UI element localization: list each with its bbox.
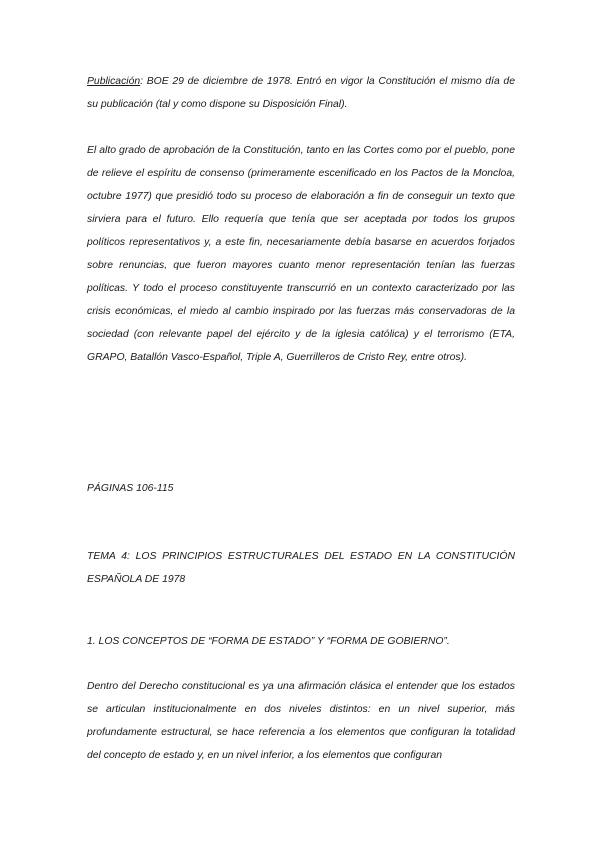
- intro-paragraph: [87, 675, 515, 767]
- section-heading: [87, 635, 515, 649]
- publication-label: Publicación: [87, 76, 141, 87]
- pages-label: [87, 482, 515, 496]
- publication-text: : BOE 29 de diciembre de 1978. Entró en vigor la Constitución el mismo día de su publicación (tal y como dispone su Disposición Final).: [87, 76, 515, 111]
- consensus-paragraph: [87, 139, 515, 369]
- topic-title: [87, 545, 515, 592]
- topic-title-text: TEMA 4: LOS PRINCIPIOS ESTRUCTURALES DEL ESTADO EN LA CONSTITUCIÓN ESPAÑOLA DE 1978: [87, 551, 515, 586]
- section-heading-text: 1. LOS CONCEPTOS DE “FORMA DE ESTADO” Y “FORMA DE GOBIERNO”.: [87, 636, 450, 647]
- intro-text: Dentro del Derecho constitucional es ya una afirmación clásica el entender que los estados se articulan institucionalmente en dos niveles distintos: en un nivel superior, más profundamente estructural, se hace referencia a los elementos que configuran la totalidad del concepto de estado y, en un nivel inferior, a los elementos que configuran: [87, 681, 515, 761]
- consensus-text: El alto grado de aprobación de la Constitución, tanto en las Cortes como por el pueblo, pone de relieve el espíritu de consenso (primeramente escenificado en los Pactos de la Moncloa, octubre 1977) que presidió todo su proceso de elaboración a fin de conseguir un texto que sirviera para el futuro. Ello requería que tenía que ser aceptada por todos los grupos políticos representativos y, a este fin, necesariamente debía basarse en acuerdos forjados sobre renuncias, que fueron mayores cuanto menor representación tenían las fuerzas políticas. Y todo el proceso constituyente transcurrió en un contexto caracterizado por las crisis económicas, el miedo al cambio inspirado por las fuerzas más conservadoras de la sociedad (con relevante papel del ejército y de la iglesia católica) y el terrorismo (ETA, GRAPO, Batallón Vasco-Español, Triple A, Guerrilleros de Cristo Rey, entre otros).: [87, 145, 515, 363]
- pages-text: PÁGINAS 106-115: [87, 483, 174, 494]
- publication-paragraph: [87, 70, 515, 117]
